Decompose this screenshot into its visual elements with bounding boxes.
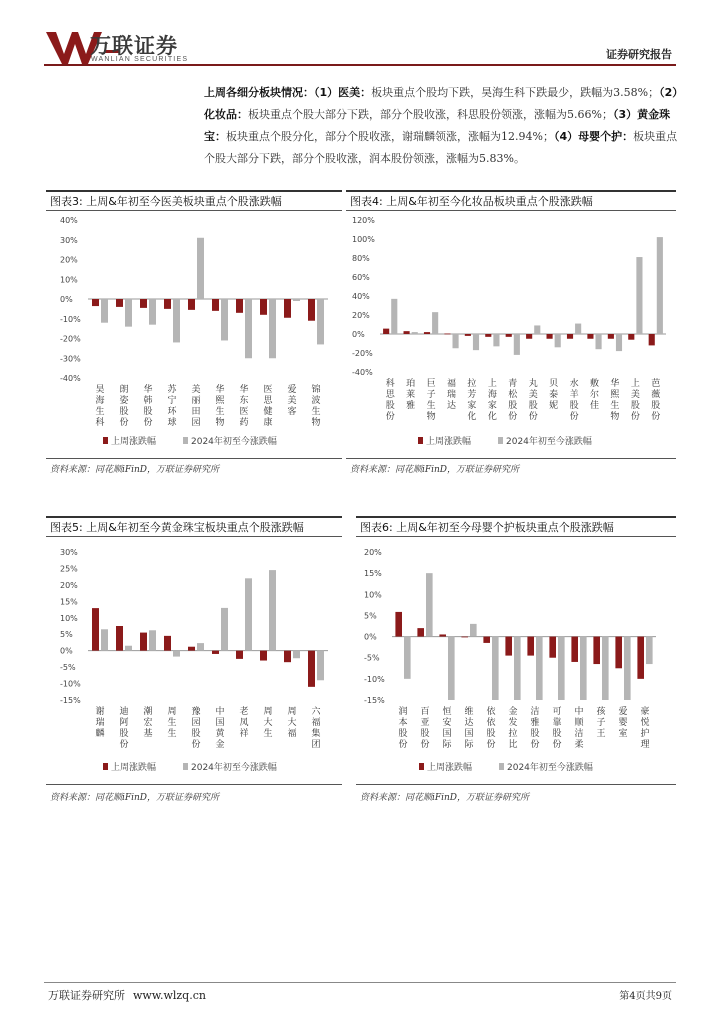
bar-weekly xyxy=(140,299,147,308)
legend-label-weekly: 上周涨跌幅 xyxy=(111,437,157,447)
bar-ytd xyxy=(412,332,418,334)
legend-label-weekly: 上周涨跌幅 xyxy=(426,437,472,447)
y-tick-label: -10% xyxy=(60,314,81,324)
category-label: 上美股份 xyxy=(630,379,640,422)
chart5-title xyxy=(50,519,304,535)
legend-swatch-ytd xyxy=(499,763,504,770)
bar-ytd xyxy=(404,637,411,679)
bar-ytd xyxy=(197,643,204,651)
bar-weekly xyxy=(395,612,402,637)
chart3-title xyxy=(50,193,282,209)
category-label: 华熙生物 xyxy=(215,385,225,428)
bar-ytd xyxy=(448,637,455,700)
bar-weekly xyxy=(92,608,99,651)
bar-weekly xyxy=(383,329,389,334)
bar-ytd xyxy=(657,237,663,334)
legend-swatch-weekly xyxy=(103,437,108,444)
bar-ytd xyxy=(473,334,479,350)
category-label: 珀莱雅 xyxy=(406,379,416,411)
summary-label-jewelry: （3）黄金珠宝： xyxy=(204,108,671,143)
bar-weekly xyxy=(417,628,424,636)
chart3-label: 图表3: xyxy=(50,195,83,208)
bar-weekly xyxy=(188,299,195,310)
y-tick-label: 5% xyxy=(364,611,377,621)
bar-weekly xyxy=(308,651,315,687)
bar-weekly xyxy=(260,651,267,661)
bar-weekly xyxy=(212,299,219,311)
bar-weekly xyxy=(483,637,490,643)
bar-ytd xyxy=(534,325,540,334)
category-label: 维达国际 xyxy=(464,707,474,750)
bar-weekly xyxy=(615,637,622,669)
header-rule xyxy=(44,64,676,66)
document-type: 证券研究报告 xyxy=(606,48,672,61)
category-label: 依依股份 xyxy=(486,707,496,750)
legend-label-ytd: 2024年初至今涨跌幅 xyxy=(191,763,277,773)
chart5-bottom-rule xyxy=(46,784,342,785)
bar-weekly xyxy=(116,299,123,307)
bar-ytd xyxy=(245,299,252,358)
bar-weekly xyxy=(637,637,644,679)
y-tick-label: -20% xyxy=(352,349,373,358)
chart3-title-text: 上周&年初至今医美板块重点个股涨跌幅 xyxy=(86,195,282,208)
category-label: 拉芳家化 xyxy=(467,379,477,422)
legend-swatch-weekly xyxy=(419,763,424,770)
y-tick-label: 0% xyxy=(60,646,73,656)
chart4 xyxy=(346,212,676,454)
y-tick-label: 20% xyxy=(60,580,78,590)
footer-rule xyxy=(44,982,676,983)
bar-weekly xyxy=(284,299,291,318)
bar-ytd xyxy=(492,637,499,700)
summary-text-cosmetics: 板块重点个股大部分下跌，部分个股收涨，科思股份领涨，涨幅为5.66%； xyxy=(248,108,613,121)
bar-ytd xyxy=(173,299,180,342)
y-tick-label: -5% xyxy=(364,653,380,663)
category-label: 锦波生物 xyxy=(311,385,321,428)
legend-label-ytd: 2024年初至今涨跌幅 xyxy=(191,437,277,447)
category-label: 丸美股份 xyxy=(528,379,538,422)
category-label: 芭薇股份 xyxy=(651,379,661,422)
y-tick-label: 20% xyxy=(352,311,370,320)
bar-ytd xyxy=(616,334,622,351)
bar-weekly xyxy=(444,334,450,335)
bar-weekly xyxy=(188,647,195,651)
category-label: 青松股份 xyxy=(508,379,518,422)
legend-label-ytd: 2024年初至今涨跌幅 xyxy=(507,763,593,773)
bar-weekly xyxy=(116,626,123,651)
bar-ytd xyxy=(293,299,300,301)
category-label: 豫园股份 xyxy=(191,707,201,750)
category-label: 周大生 xyxy=(263,707,273,739)
chart4-title-text: 上周&年初至今化妆品板块重点个股涨跌幅 xyxy=(386,195,593,208)
chart5-title-text: 上周&年初至今黄金珠宝板块重点个股涨跌幅 xyxy=(86,521,304,534)
bar-ytd xyxy=(293,651,300,659)
bar-ytd xyxy=(269,570,276,651)
category-label: 敷尔佳 xyxy=(589,379,600,411)
bar-ytd xyxy=(149,630,156,650)
bar-ytd xyxy=(101,629,108,650)
bar-ytd xyxy=(125,299,132,327)
chart4-source: 资料来源：同花顺iFinD，万联证券研究所 xyxy=(350,465,520,475)
page-header xyxy=(0,0,724,72)
bar-weekly xyxy=(593,637,600,664)
y-tick-label: 25% xyxy=(60,564,78,574)
bar-weekly xyxy=(608,334,614,339)
bar-ytd xyxy=(493,334,499,346)
bar-weekly xyxy=(212,651,219,654)
y-tick-label: 100% xyxy=(352,235,375,244)
category-label: 孩子王 xyxy=(596,707,606,739)
bar-ytd xyxy=(317,299,324,344)
summary-text-jewelry: 板块重点个股分化，部分个股收涨，谢瑞麟领涨，涨幅为12.94%； xyxy=(226,130,554,143)
bar-weekly xyxy=(465,334,471,336)
category-label: 迪阿股份 xyxy=(119,707,129,750)
bar-weekly xyxy=(649,334,655,345)
bar-ytd xyxy=(514,334,520,355)
bar-ytd xyxy=(646,637,653,664)
bar-ytd xyxy=(149,299,156,325)
bar-ytd xyxy=(101,299,108,323)
category-label: 华韩股份 xyxy=(143,385,153,428)
bar-ytd xyxy=(197,238,204,299)
chart5 xyxy=(46,540,342,780)
summary-label-maternal: （4）母婴个护： xyxy=(553,130,634,143)
chart4-top-rule xyxy=(346,190,676,192)
bar-weekly xyxy=(439,634,446,636)
bar-ytd xyxy=(173,651,180,657)
summary-label-medical: （1）医美： xyxy=(314,86,372,99)
y-tick-label: -20% xyxy=(60,334,81,344)
chart4-label: 图表4: xyxy=(350,195,383,208)
bar-ytd xyxy=(624,637,631,700)
category-label: 潮宏基 xyxy=(143,707,153,739)
bar-ytd xyxy=(514,637,521,700)
chart4-bottom-rule xyxy=(346,458,676,459)
legend-swatch-ytd xyxy=(498,437,503,444)
chart6-bottom-rule xyxy=(356,784,676,785)
legend-label-weekly: 上周涨跌幅 xyxy=(111,763,157,773)
bar-weekly xyxy=(549,637,556,658)
summary-label-cosmetics: （2）化妆品： xyxy=(204,86,678,121)
bar-weekly xyxy=(424,332,430,334)
summary-paragraph xyxy=(204,82,678,170)
bar-ytd xyxy=(391,299,397,334)
bar-ytd xyxy=(453,334,459,348)
chart5-title-rule xyxy=(46,536,342,537)
chart4-title-rule xyxy=(346,210,676,211)
category-label: 朗姿股份 xyxy=(119,385,129,428)
bar-weekly xyxy=(461,637,468,638)
bar-weekly xyxy=(164,636,171,651)
y-tick-label: -5% xyxy=(60,663,76,673)
category-label: 周大福 xyxy=(287,707,297,739)
bar-ytd xyxy=(536,637,543,700)
bar-weekly xyxy=(526,334,532,339)
chart6 xyxy=(356,540,676,780)
category-label: 昊海生科 xyxy=(95,385,105,428)
page-number: 第4页共9页 xyxy=(619,991,672,1002)
category-label: 贝泰妮 xyxy=(549,379,559,411)
chart3-title-rule xyxy=(46,210,342,211)
legend-swatch-ytd xyxy=(183,437,188,444)
y-tick-label: 30% xyxy=(60,548,78,557)
category-label: 六福集团 xyxy=(311,707,321,750)
bar-ytd xyxy=(470,624,477,637)
bar-ytd xyxy=(602,637,609,700)
bar-weekly xyxy=(260,299,267,315)
footer-org xyxy=(48,987,206,1003)
bar-weekly xyxy=(571,637,578,662)
category-label: 百亚股份 xyxy=(420,707,430,750)
chart-legend xyxy=(103,761,277,773)
bar-ytd xyxy=(558,637,565,700)
bar-weekly xyxy=(92,299,99,306)
y-tick-label: -40% xyxy=(60,374,81,383)
category-label: 老凤祥 xyxy=(239,707,249,739)
bar-ytd xyxy=(432,312,438,334)
bar-weekly xyxy=(567,334,573,339)
summary-text-maternal: 板块重点个股大部分下跌，部分个股收涨，润本股份领涨，涨幅为5.83%。 xyxy=(204,130,678,165)
y-tick-label: 10% xyxy=(364,590,382,600)
y-tick-label: -10% xyxy=(60,679,81,689)
category-label: 中国黄金 xyxy=(215,707,225,750)
legend-swatch-weekly xyxy=(418,437,423,444)
legend-swatch-weekly xyxy=(103,763,108,770)
legend-label-ytd: 2024年初至今涨跌幅 xyxy=(506,437,592,447)
bar-weekly xyxy=(236,651,243,659)
bar-weekly xyxy=(164,299,171,309)
bar-weekly xyxy=(587,334,593,339)
footer-org-name: 万联证券研究所 xyxy=(48,989,125,1002)
chart4-title xyxy=(350,193,593,209)
y-tick-label: 40% xyxy=(352,292,370,301)
bar-ytd xyxy=(269,299,276,358)
bar-weekly xyxy=(140,633,147,651)
chart6-label: 图表6: xyxy=(360,521,393,534)
chart-legend xyxy=(418,435,592,447)
bar-ytd xyxy=(317,651,324,681)
y-tick-label: -40% xyxy=(352,368,373,377)
category-label: 可靠股份 xyxy=(552,707,562,750)
category-label: 美丽田园 xyxy=(191,385,201,428)
category-label: 洁雅股份 xyxy=(530,707,540,750)
category-label: 豪悦护理 xyxy=(640,707,650,750)
footer-url-link[interactable]: www.wlzq.cn xyxy=(133,989,206,1002)
bar-weekly xyxy=(527,637,534,656)
y-tick-label: 30% xyxy=(60,235,78,245)
y-tick-label: 5% xyxy=(60,630,73,640)
chart6-top-rule xyxy=(356,516,676,518)
chart3 xyxy=(46,212,342,454)
y-tick-label: 20% xyxy=(364,548,382,557)
chart6-title xyxy=(360,519,614,535)
y-tick-label: 0% xyxy=(364,632,377,642)
brand-name: 万联证券 xyxy=(90,34,178,58)
legend-label-weekly: 上周涨跌幅 xyxy=(427,763,473,773)
bar-ytd xyxy=(221,608,228,651)
category-label: 周生生 xyxy=(167,707,177,739)
category-label: 水羊股份 xyxy=(569,379,579,422)
summary-text-medical: 板块重点个股均下跌，昊海生科下跌最少，跌幅为3.58%； xyxy=(371,86,660,99)
y-tick-label: 15% xyxy=(60,597,78,607)
category-label: 苏宁环球 xyxy=(167,385,177,428)
bar-ytd xyxy=(636,257,642,334)
chart6-title-text: 上周&年初至今母婴个护板块重点个股涨跌幅 xyxy=(396,521,614,534)
y-tick-label: 10% xyxy=(60,613,78,623)
chart-legend xyxy=(103,435,277,447)
bar-ytd xyxy=(426,573,433,636)
y-tick-label: 120% xyxy=(352,216,375,225)
bar-weekly xyxy=(485,334,491,337)
y-tick-label: 40% xyxy=(60,216,78,225)
bar-weekly xyxy=(236,299,243,313)
category-label: 恒安国际 xyxy=(442,707,452,750)
y-tick-label: 0% xyxy=(60,295,73,304)
bar-weekly xyxy=(628,334,634,340)
y-tick-label: 15% xyxy=(364,569,382,579)
brand-name-en: WANLIAN SECURITIES xyxy=(91,56,189,63)
y-tick-label: 0% xyxy=(352,330,365,339)
category-label: 中顺洁柔 xyxy=(574,707,584,750)
category-label: 润本股份 xyxy=(398,707,408,750)
bar-ytd xyxy=(555,334,561,347)
category-label: 金发拉比 xyxy=(508,707,518,750)
chart3-source: 资料来源：同花顺iFinD，万联证券研究所 xyxy=(50,465,220,475)
chart3-bottom-rule xyxy=(46,458,342,459)
y-tick-label: -15% xyxy=(60,696,81,705)
y-tick-label: 80% xyxy=(352,254,370,263)
category-label: 医思健康 xyxy=(263,385,273,428)
bar-ytd xyxy=(575,324,581,334)
chart5-source: 资料来源：同花顺iFinD，万联证券研究所 xyxy=(50,793,220,803)
category-label: 爱美客 xyxy=(287,385,297,417)
bar-ytd xyxy=(125,646,132,651)
bar-ytd xyxy=(580,637,587,700)
chart6-source: 资料来源：同花顺iFinD，万联证券研究所 xyxy=(360,793,530,803)
category-label: 华东医药 xyxy=(239,385,249,428)
y-tick-label: -30% xyxy=(60,354,81,364)
bar-weekly xyxy=(404,331,410,334)
y-tick-label: -10% xyxy=(364,674,385,684)
chart3-top-rule xyxy=(46,190,342,192)
bar-weekly xyxy=(308,299,315,321)
chart6-title-rule xyxy=(356,536,676,537)
bar-weekly xyxy=(547,334,553,339)
chart-legend xyxy=(419,761,593,773)
chart5-label: 图表5: xyxy=(50,521,83,534)
category-label: 福瑞达 xyxy=(446,379,457,411)
bar-weekly xyxy=(506,334,512,337)
category-label: 爱婴室 xyxy=(618,707,628,739)
category-label: 谢瑞麟 xyxy=(95,707,105,739)
y-tick-label: 20% xyxy=(60,255,78,265)
y-tick-label: -15% xyxy=(364,696,385,705)
legend-swatch-ytd xyxy=(183,763,188,770)
category-label: 华熙生物 xyxy=(610,379,620,422)
category-label: 科思股份 xyxy=(385,379,395,422)
category-label: 上海家化 xyxy=(487,379,497,422)
bar-ytd xyxy=(245,578,252,650)
bar-weekly xyxy=(284,651,291,663)
bar-ytd xyxy=(221,299,228,340)
summary-lead: 上周各细分板块情况： xyxy=(204,86,314,99)
y-tick-label: 60% xyxy=(352,273,370,282)
y-tick-label: 10% xyxy=(60,275,78,285)
category-label: 巨子生物 xyxy=(426,379,436,422)
bar-ytd xyxy=(596,334,602,349)
bar-weekly xyxy=(505,637,512,656)
chart5-top-rule xyxy=(46,516,342,518)
